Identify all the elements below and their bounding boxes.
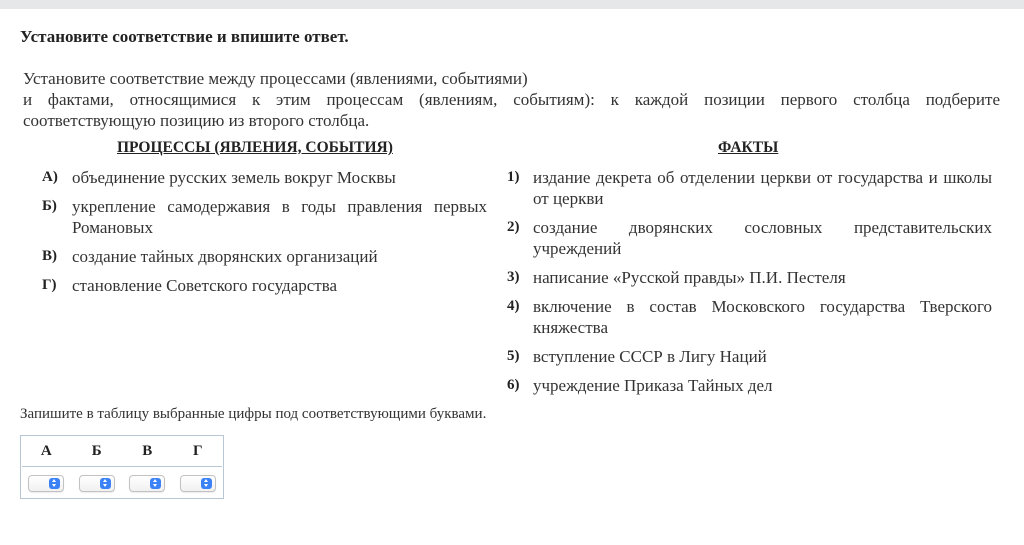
answer-letter-v: В	[142, 442, 153, 459]
select-arrows-icon	[49, 478, 60, 489]
item-marker: 5)	[507, 348, 520, 364]
fact-item-2	[507, 217, 992, 259]
item-marker: А)	[42, 169, 58, 185]
item-marker: В)	[42, 248, 57, 264]
fact-item-6	[507, 375, 992, 396]
item-marker: 3)	[507, 269, 520, 285]
item-marker: Г)	[42, 277, 57, 293]
fact-item-4	[507, 296, 992, 338]
item-text: укрепление самодержавия в годы правления первых Романовых	[72, 197, 487, 237]
task-heading: Установите соответствие и впишите ответ.	[20, 27, 349, 46]
prompt-line-2: и фактами, относящимися к этим процессам (явлениям, событиям): к каждой позиции первого столбца подберите	[23, 90, 1000, 109]
answer-letter-g: Г	[192, 442, 203, 459]
processes-list	[42, 167, 487, 304]
answer-select-g[interactable]	[180, 475, 216, 492]
item-text: включение в состав Московского государства Тверского княжества	[533, 297, 992, 337]
item-marker: 2)	[507, 219, 520, 235]
answer-cell-v	[122, 475, 173, 492]
answer-letter-b: Б	[91, 442, 102, 459]
answer-table	[20, 435, 224, 499]
item-marker: 4)	[507, 298, 520, 314]
answer-select-v[interactable]	[129, 475, 165, 492]
task-prompt	[23, 68, 1000, 131]
facts-list	[507, 167, 992, 404]
item-marker: Б)	[42, 198, 57, 214]
prompt-line-3: соответствующую позицию из второго столбца.	[23, 111, 370, 130]
answer-select-a[interactable]	[28, 475, 64, 492]
process-item-b	[42, 196, 487, 238]
item-text: становление Советского государства	[72, 276, 338, 295]
fact-item-1	[507, 167, 992, 209]
select-arrows-icon	[100, 478, 111, 489]
fact-item-3	[507, 267, 992, 288]
answer-table-header	[21, 436, 223, 466]
top-bar	[0, 0, 1024, 9]
process-item-a	[42, 167, 487, 188]
answer-cell-g	[173, 475, 224, 492]
item-text: создание тайных дворянских организаций	[72, 247, 378, 266]
select-arrows-icon	[201, 478, 212, 489]
facts-column-header: ФАКТЫ	[718, 139, 779, 156]
item-text: написание «Русской правды» П.И. Пестеля	[533, 268, 846, 287]
answer-select-b[interactable]	[79, 475, 115, 492]
answer-letter-a: А	[40, 442, 52, 459]
answer-table-selects	[21, 467, 223, 499]
answer-instruction: Запишите в таблицу выбранные цифры под соответствующими буквами.	[20, 406, 487, 422]
item-text: вступление СССР в Лигу Наций	[533, 347, 767, 366]
select-arrows-icon	[150, 478, 161, 489]
item-marker: 1)	[507, 169, 520, 185]
item-text: объединение русских земель вокруг Москвы	[72, 168, 396, 187]
item-text: создание дворянских сословных представительских учреждений	[533, 218, 992, 258]
item-text: издание декрета об отделении церкви от государства и школы от церкви	[533, 168, 992, 208]
fact-item-5	[507, 346, 992, 367]
answer-cell-b	[72, 475, 123, 492]
item-marker: 6)	[507, 377, 520, 393]
item-text: учреждение Приказа Тайных дел	[533, 376, 773, 395]
prompt-line-1: Установите соответствие между процессами (явлениями, событиями)	[23, 69, 528, 88]
answer-cell-a	[21, 475, 72, 492]
processes-column-header: ПРОЦЕССЫ (ЯВЛЕНИЯ, СОБЫТИЯ)	[117, 139, 393, 156]
process-item-g	[42, 275, 487, 296]
process-item-v	[42, 246, 487, 267]
